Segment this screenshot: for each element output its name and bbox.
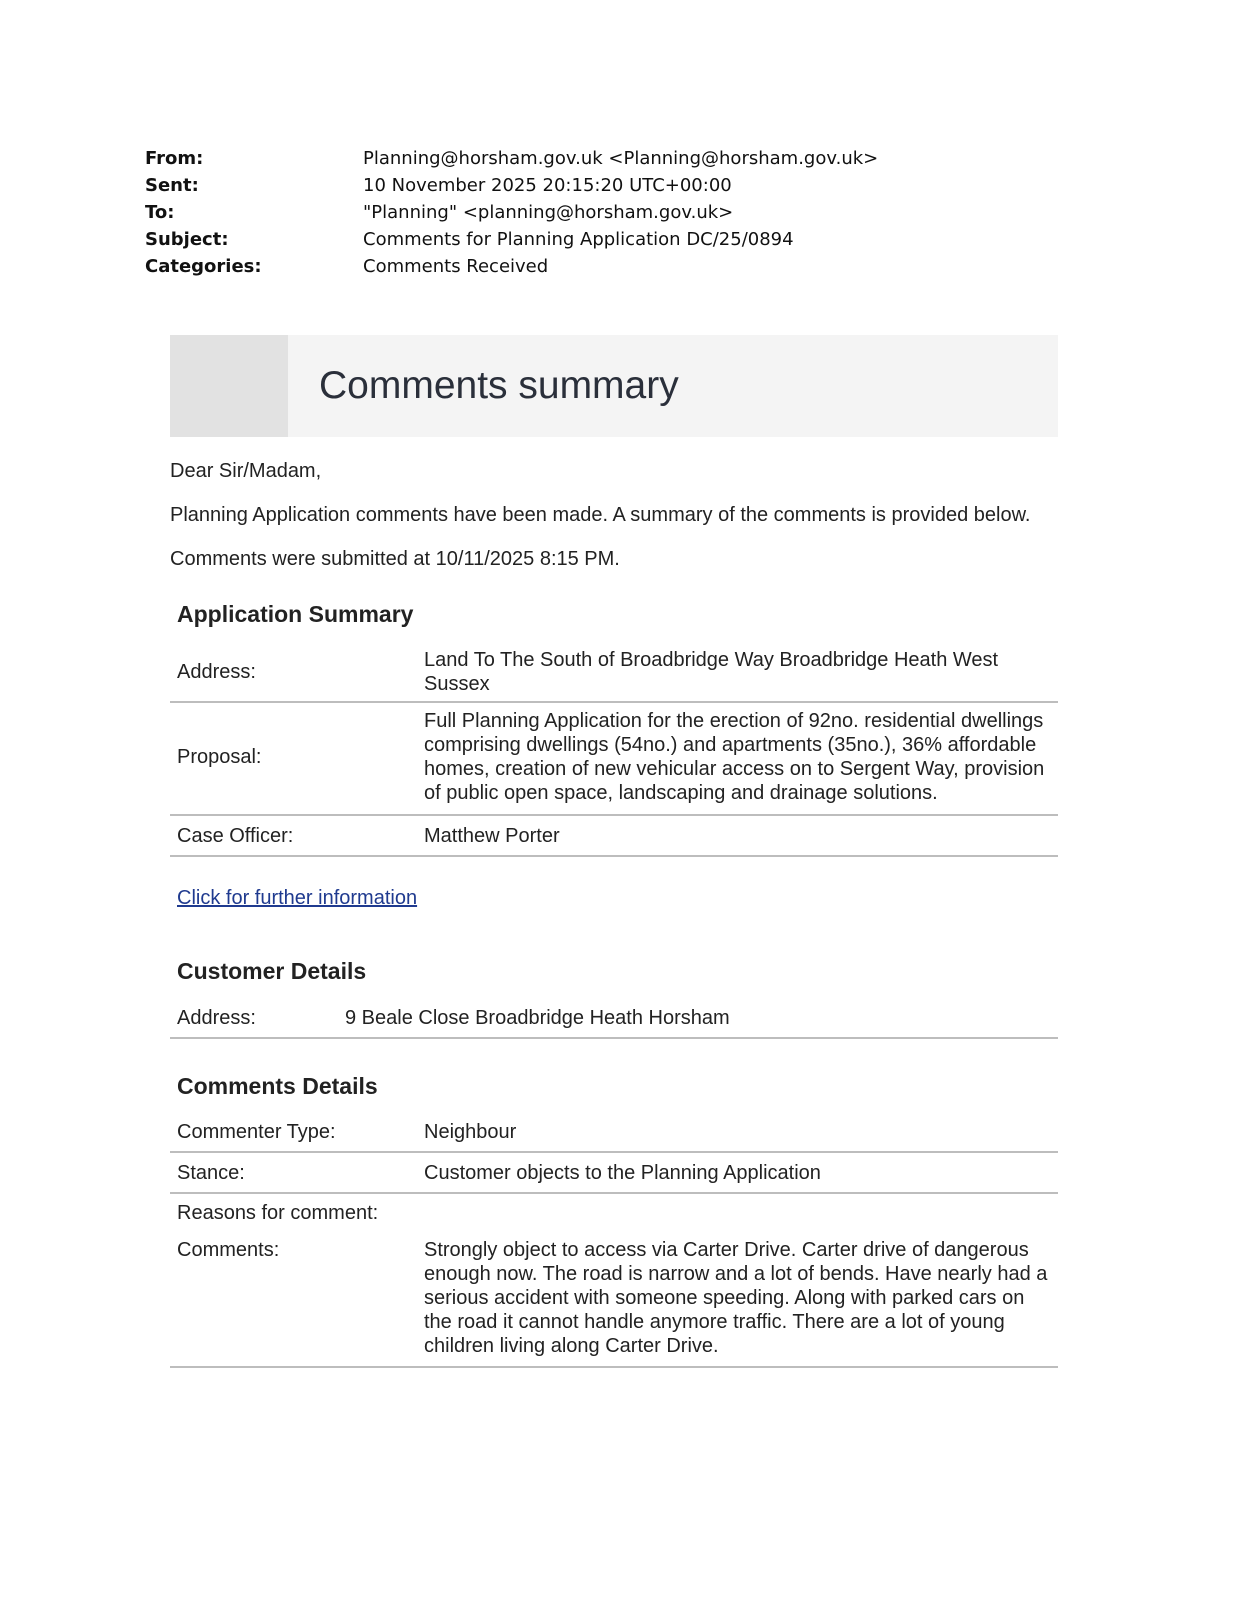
- table-row: [170, 816, 1058, 857]
- comments-label: Comments:: [177, 1239, 280, 1261]
- customer-details-table: [170, 999, 1058, 1039]
- table-row: [170, 1112, 1058, 1153]
- customer-address-value: 9 Beale Close Broadbridge Heath Horsham: [345, 1007, 730, 1029]
- table-row: [170, 1194, 1058, 1232]
- app-address-label: Address:: [177, 660, 256, 683]
- application-summary-heading: Application Summary: [177, 601, 414, 627]
- proposal-value: Full Planning Application for the erection of 92no. residential dwellings comprising dwellings (54no.) and apartments (35no.), 36% affordable homes, creation of new vehicular access on to Sergent Way, provision of public open space, landscaping and drainage solutions.: [424, 710, 1045, 804]
- customer-details-heading: Customer Details: [177, 958, 367, 984]
- email-from-row: [145, 145, 878, 172]
- table-row: [170, 703, 1058, 816]
- comments-summary-banner: [170, 335, 1058, 437]
- email-categories-value: Comments Received: [363, 256, 549, 277]
- email-to-label: To:: [145, 202, 175, 223]
- email-subject-row: [145, 226, 878, 253]
- further-information-link[interactable]: Click for further information: [177, 887, 418, 909]
- email-header: [145, 145, 878, 280]
- table-row: [170, 1153, 1058, 1194]
- email-body: [170, 335, 1058, 1368]
- email-sent-value: 10 November 2025 20:15:20 UTC+00:00: [363, 175, 732, 196]
- greeting: Dear Sir/Madam,: [170, 460, 322, 482]
- comments-details-heading: Comments Details: [177, 1073, 378, 1099]
- table-row: [170, 642, 1058, 703]
- case-officer-value: Matthew Porter: [424, 824, 560, 847]
- stance-value: Customer objects to the Planning Application: [424, 1161, 821, 1184]
- email-to-value: "Planning" <planning@horsham.gov.uk>: [363, 202, 734, 223]
- commenter-type-value: Neighbour: [424, 1120, 517, 1143]
- email-from-value: Planning@horsham.gov.uk <Planning@horsham.gov.uk>: [363, 148, 879, 169]
- email-to-row: [145, 199, 878, 226]
- proposal-label: Proposal:: [177, 746, 262, 768]
- reasons-label: Reasons for comment:: [177, 1202, 379, 1224]
- application-summary-table: [170, 642, 1058, 857]
- email-categories-row: [145, 253, 878, 280]
- email-categories-label: Categories:: [145, 256, 262, 277]
- commenter-type-label: Commenter Type:: [177, 1120, 336, 1143]
- email-subject-label: Subject:: [145, 229, 229, 250]
- banner-logo-placeholder: [170, 335, 288, 437]
- stance-label: Stance:: [177, 1161, 245, 1184]
- table-row: [170, 999, 1058, 1039]
- email-subject-value: Comments for Planning Application DC/25/0894: [363, 229, 794, 250]
- intro-message: Planning Application comments have been made. A summary of the comments is provided below.: [170, 504, 1031, 526]
- email-sent-label: Sent:: [145, 175, 199, 196]
- comments-details-table: [170, 1112, 1058, 1368]
- email-sent-row: [145, 172, 878, 199]
- banner-title: Comments summary: [319, 364, 679, 407]
- submitted-time: Comments were submitted at 10/11/2025 8:15 PM.: [170, 548, 620, 570]
- table-row: [170, 1232, 1058, 1368]
- customer-address-label: Address:: [177, 1007, 256, 1029]
- app-address-value: Land To The South of Broadbridge Way Broadbridge Heath West Sussex: [424, 648, 999, 695]
- comments-value: Strongly object to access via Carter Drive. Carter drive of dangerous enough now. The road is narrow and a lot of bends. Have nearly had a serious accident with someone speeding. Along with parked cars on the road it cannot handle anymore traffic. There are a lot of young children living along Carter Drive.: [424, 1239, 1048, 1357]
- email-from-label: From:: [145, 148, 204, 169]
- case-officer-label: Case Officer:: [177, 824, 294, 847]
